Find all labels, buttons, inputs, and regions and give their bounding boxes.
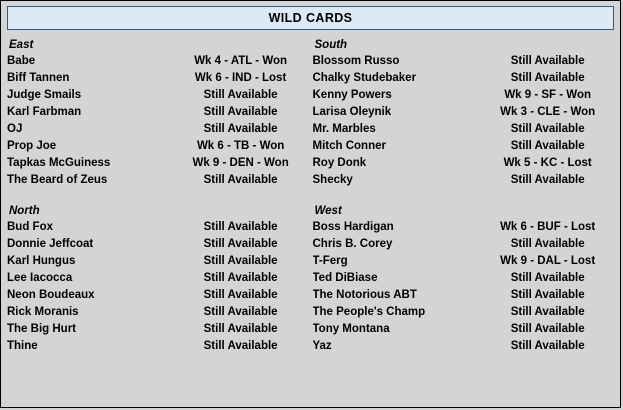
entry-name: Chalky Studebaker — [312, 72, 417, 84]
table-row — [313, 87, 615, 104]
entry-name: Mr. Marbles — [312, 123, 376, 135]
table-row — [7, 172, 307, 189]
entries-table-north — [7, 219, 307, 355]
entry-name: Donnie Jeffcoat — [7, 238, 94, 250]
entry-name: Larisa Oleynik — [312, 106, 392, 118]
table-row — [313, 304, 615, 321]
entry-status: Still Available — [203, 255, 278, 267]
region-label-east: East — [9, 39, 34, 51]
entry-name: Lee Iacocca — [7, 272, 73, 284]
entry-status: Still Available — [510, 174, 585, 186]
quadrant-container — [7, 37, 614, 403]
entry-name: Judge Smails — [7, 89, 82, 101]
table-row — [313, 104, 615, 121]
quadrant-west — [311, 203, 615, 355]
entry-name: Karl Farbman — [7, 106, 82, 118]
table-row — [7, 70, 307, 87]
entry-status: Still Available — [203, 272, 278, 284]
table-row — [7, 155, 307, 172]
entry-name: Shecky — [312, 174, 353, 186]
entries-table-south — [313, 53, 615, 189]
entry-name: Karl Hungus — [7, 255, 76, 267]
entries-table-west — [313, 219, 615, 355]
entry-name: Prop Joe — [7, 140, 57, 152]
table-row — [7, 270, 307, 287]
table-row — [313, 321, 615, 338]
entry-name: The Notorious ABT — [312, 289, 417, 301]
table-row — [7, 104, 307, 121]
table-row — [7, 338, 307, 355]
entry-status: Still Available — [510, 272, 585, 284]
entry-name: Chris B. Corey — [312, 238, 393, 250]
entry-name: Bud Fox — [7, 221, 53, 233]
entry-status: Still Available — [510, 123, 585, 135]
entry-status: Wk 9 - SF - Won — [504, 89, 591, 101]
table-row — [7, 321, 307, 338]
table-row — [7, 304, 307, 321]
table-row — [7, 287, 307, 304]
table-row — [7, 53, 307, 70]
entry-status: Still Available — [510, 289, 585, 301]
entry-name: The Beard of Zeus — [7, 174, 108, 186]
entry-status: Still Available — [203, 106, 278, 118]
table-row — [7, 236, 307, 253]
entry-name: Boss Hardigan — [312, 221, 394, 233]
entry-status: Wk 3 - CLE - Won — [500, 106, 596, 118]
entry-status: Wk 4 - ATL - Won — [194, 55, 288, 67]
region-label-north: North — [9, 205, 40, 217]
quadrant-row-bottom — [7, 203, 614, 355]
table-row — [313, 138, 615, 155]
wildcards-grid — [7, 37, 614, 403]
entry-name: Mitch Conner — [312, 140, 386, 152]
quadrant-south — [311, 37, 615, 189]
table-row — [313, 70, 615, 87]
quadrant-north — [7, 203, 311, 355]
entry-status: Still Available — [510, 140, 585, 152]
table-row — [313, 155, 615, 172]
entry-status: Still Available — [203, 221, 278, 233]
entry-name: Blossom Russo — [312, 55, 400, 67]
table-row — [313, 270, 615, 287]
entry-name: OJ — [7, 123, 23, 135]
entry-status: Still Available — [510, 238, 585, 250]
entry-name: Yaz — [312, 340, 332, 352]
entry-status: Wk 6 - BUF - Lost — [500, 221, 596, 233]
region-label-south: South — [314, 39, 348, 51]
entry-name: Rick Moranis — [7, 306, 79, 318]
entry-status: Still Available — [203, 323, 278, 335]
page-title-bar — [7, 6, 614, 30]
entry-status: Still Available — [510, 306, 585, 318]
table-row — [7, 87, 307, 104]
table-row — [7, 138, 307, 155]
table-row — [313, 121, 615, 138]
entries-table-east — [7, 53, 307, 189]
table-row — [313, 236, 615, 253]
page-title: WILD CARDS — [268, 11, 353, 25]
entry-name: Thine — [7, 340, 38, 352]
entry-status: Wk 6 - TB - Won — [196, 140, 285, 152]
region-label-west: West — [314, 205, 342, 217]
entry-status: Still Available — [203, 340, 278, 352]
entry-status: Wk 5 - KC - Lost — [503, 157, 592, 169]
table-row — [7, 253, 307, 270]
table-row — [313, 287, 615, 304]
entry-name: Neon Boudeaux — [7, 289, 95, 301]
entry-status: Wk 9 - DAL - Lost — [500, 255, 596, 267]
entry-status: Wk 6 - IND - Lost — [194, 72, 287, 84]
entry-status: Still Available — [203, 123, 278, 135]
entry-status: Wk 9 - DEN - Won — [192, 157, 289, 169]
quadrant-row-top — [7, 37, 614, 189]
entry-name: Roy Donk — [312, 157, 367, 169]
entry-status: Still Available — [510, 72, 585, 84]
table-row — [313, 219, 615, 236]
entry-name: Tapkas McGuiness — [7, 157, 111, 169]
table-row — [7, 219, 307, 236]
entry-name: Biff Tannen — [7, 72, 70, 84]
entry-status: Still Available — [203, 174, 278, 186]
entry-name: The Big Hurt — [7, 323, 76, 335]
entry-status: Still Available — [203, 289, 278, 301]
table-row — [313, 172, 615, 189]
entry-status: Still Available — [510, 340, 585, 352]
table-row — [7, 121, 307, 138]
table-row — [313, 53, 615, 70]
entry-name: Kenny Powers — [312, 89, 392, 101]
table-row — [313, 338, 615, 355]
table-row — [313, 253, 615, 270]
entry-name: Babe — [7, 55, 36, 67]
quadrant-east — [7, 37, 311, 189]
entry-status: Still Available — [510, 55, 585, 67]
entry-status: Still Available — [203, 238, 278, 250]
entry-name: Tony Montana — [312, 323, 390, 335]
entry-name: T-Ferg — [312, 255, 348, 267]
entry-status: Still Available — [203, 89, 278, 101]
entry-name: Ted DiBiase — [312, 272, 378, 284]
entry-status: Still Available — [510, 323, 585, 335]
quadrant-spacer — [7, 189, 614, 203]
entry-status: Still Available — [203, 306, 278, 318]
entry-name: The People's Champ — [312, 306, 426, 318]
